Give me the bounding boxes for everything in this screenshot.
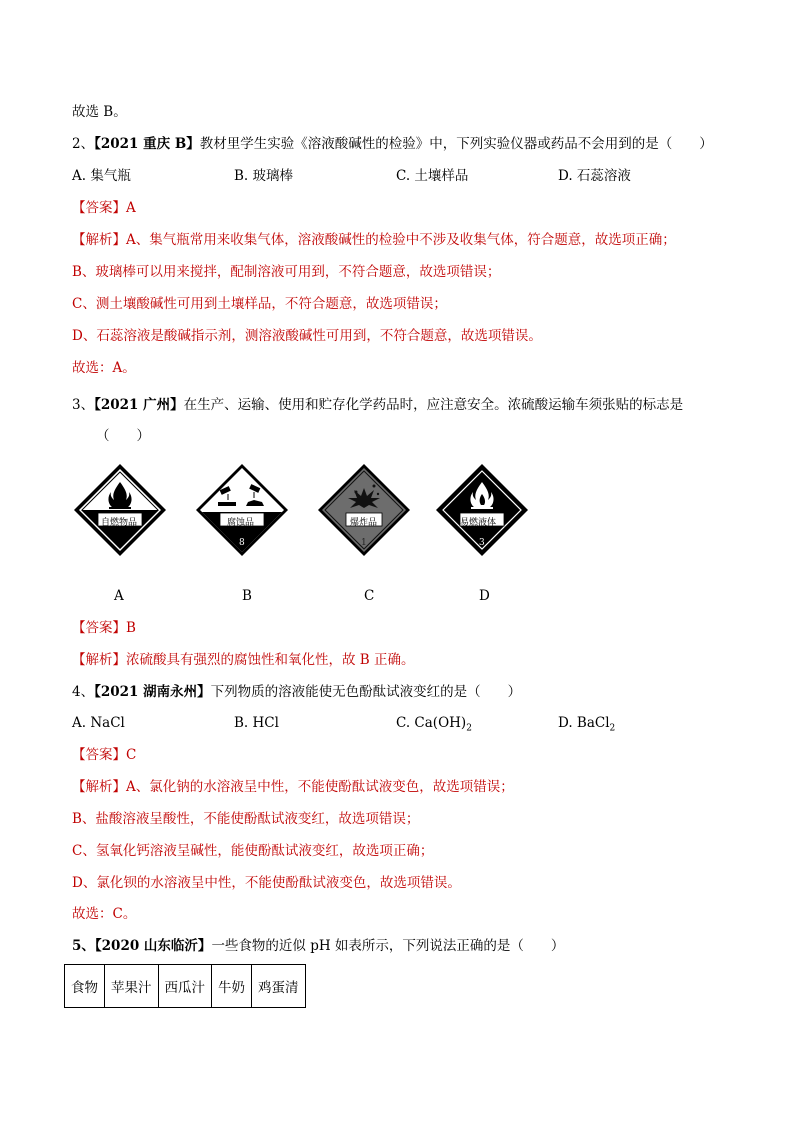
q4-analysis-a xyxy=(72,778,514,796)
q5-stem-line xyxy=(72,937,564,955)
q2-conclusion: 故选：A。 xyxy=(72,360,136,376)
analysis-tag: 【解析】 xyxy=(72,232,126,248)
q4-option-d-subscript: 2 xyxy=(609,723,616,734)
q3-stem-bracket: （ ） xyxy=(96,428,150,444)
hazard-sign-c-number: 1 xyxy=(361,538,367,548)
q3-sign-letter-b: B xyxy=(242,588,252,604)
hazard-sign-a-label: 自燃物品 xyxy=(101,518,138,528)
answer-value: B xyxy=(126,620,136,636)
q4-number: 4、 xyxy=(72,684,95,700)
answer-value: C xyxy=(126,747,137,763)
q4-option-d-text: D. BaCl xyxy=(558,715,610,731)
q4-option-a xyxy=(72,714,125,732)
q2-analysis-c: C、测土壤酸碱性可用到土壤样品，不符合题意，故选项错误； xyxy=(72,296,447,312)
q5-stem: 一些食物的近似 pH 如表所示，下列说法正确的是（ ） xyxy=(211,938,565,954)
table-header-cell: 牛奶 xyxy=(212,965,252,1008)
q4-stem: 下列物质的溶液能使无色酚酞试液变红的是（ ） xyxy=(210,684,522,700)
table-header-cell: 苹果汁 xyxy=(105,965,159,1008)
analysis-text: A、氯化钠的水溶液呈中性，不能使酚酞试液变色，故选项错误； xyxy=(126,779,514,795)
previous-conclusion: 故选 B。 xyxy=(72,104,127,120)
q4-option-b xyxy=(234,714,279,732)
q5-source: 【2020 山东临沂】 xyxy=(94,938,212,954)
q4-option-c-subscript: 2 xyxy=(466,723,472,734)
table-header-cell: 西瓜汁 xyxy=(158,965,212,1008)
q4-option-c xyxy=(396,714,472,738)
q3-number: 3、 xyxy=(72,397,95,413)
q2-source: 【2021 重庆 B】 xyxy=(94,136,200,152)
q4-conclusion: 故选：C。 xyxy=(72,906,137,922)
q2-number: 2、 xyxy=(72,136,95,152)
q3-sign-letter-a: A xyxy=(114,588,124,604)
q3-answer xyxy=(72,619,136,637)
q2-option-b: B. 玻璃棒 xyxy=(234,168,294,184)
analysis-text: 浓硫酸具有强烈的腐蚀性和氧化性，故 B 正确。 xyxy=(126,652,415,668)
q2-stem-line xyxy=(72,135,713,153)
answer-tag: 【答案】 xyxy=(72,200,126,216)
table-row xyxy=(65,965,306,1008)
q5-number: 5、 xyxy=(72,938,95,954)
hazard-sign-d-number: 3 xyxy=(479,538,485,548)
q4-analysis-b: B、盐酸溶液呈酸性，不能使酚酞试液变红，故选项错误； xyxy=(72,811,420,827)
q4-analysis-c: C、氢氧化钙溶液呈碱性，能使酚酞试液变红，故选项正确； xyxy=(72,843,434,859)
analysis-tag: 【解析】 xyxy=(72,779,126,795)
q2-option-a: A. 集气瓶 xyxy=(72,168,131,184)
answer-tag: 【答案】 xyxy=(72,620,126,636)
hazard-sign-b-number: 8 xyxy=(239,538,245,548)
q2-answer xyxy=(72,199,136,217)
q4-source: 【2021 湖南永州】 xyxy=(94,684,211,700)
q2-analysis-b: B、玻璃棒可以用来搅拌，配制溶液可用到，不符合题意，故选项错误； xyxy=(72,264,501,280)
q3-sign-letter-c: C xyxy=(364,588,375,604)
q4-answer xyxy=(72,746,136,764)
table-header-cell: 食物 xyxy=(65,965,105,1008)
q4-stem-line xyxy=(72,683,521,701)
q2-option-c: C. 土壤样品 xyxy=(396,168,469,184)
analysis-text: A、集气瓶常用来收集气体，溶液酸碱性的检验中不涉及收集气体，符合题意，故选项正确； xyxy=(126,232,676,248)
q3-sign-letter-d: D xyxy=(479,588,490,604)
q4-analysis-d: D、氯化钡的水溶液呈中性，不能使酚酞试液变色，故选项错误。 xyxy=(72,875,461,891)
q3-stem: 在生产、运输、使用和贮存化学药品时，应注意安全。浓硫酸运输车须张贴的标志是 xyxy=(183,397,684,413)
q4-option-a-text: A. NaCl xyxy=(72,715,125,731)
table-header-cell: 鸡蛋清 xyxy=(252,965,306,1008)
food-ph-table xyxy=(64,964,306,1008)
hazard-sign-b-label: 腐蚀品 xyxy=(227,518,255,528)
answer-tag: 【答案】 xyxy=(72,747,126,763)
q3-source: 【2021 广州】 xyxy=(94,397,184,413)
analysis-tag: 【解析】 xyxy=(72,652,126,668)
hazard-sign-d-label: 易燃液体 xyxy=(460,518,497,528)
q4-option-d xyxy=(558,714,615,738)
q2-analysis-a xyxy=(72,231,676,249)
q4-option-c-text: C. Ca(OH) xyxy=(396,715,467,731)
answer-value: A xyxy=(126,200,136,216)
q4-option-b-text: B. HCl xyxy=(234,715,279,731)
q2-stem: 教材里学生实验《溶液酸碱性的检验》中，下列实验仪器或药品不会用到的是（ ） xyxy=(199,136,713,152)
q2-analysis-d: D、石蕊溶液是酸碱指示剂，测溶液酸碱性可用到，不符合题意，故选项错误。 xyxy=(72,328,542,344)
q3-analysis xyxy=(72,651,415,669)
hazard-sign-a xyxy=(72,462,168,558)
q2-option-d: D. 石蕊溶液 xyxy=(558,168,631,184)
q3-stem-line xyxy=(72,396,683,414)
hazard-sign-c-label: 爆炸品 xyxy=(350,518,378,528)
